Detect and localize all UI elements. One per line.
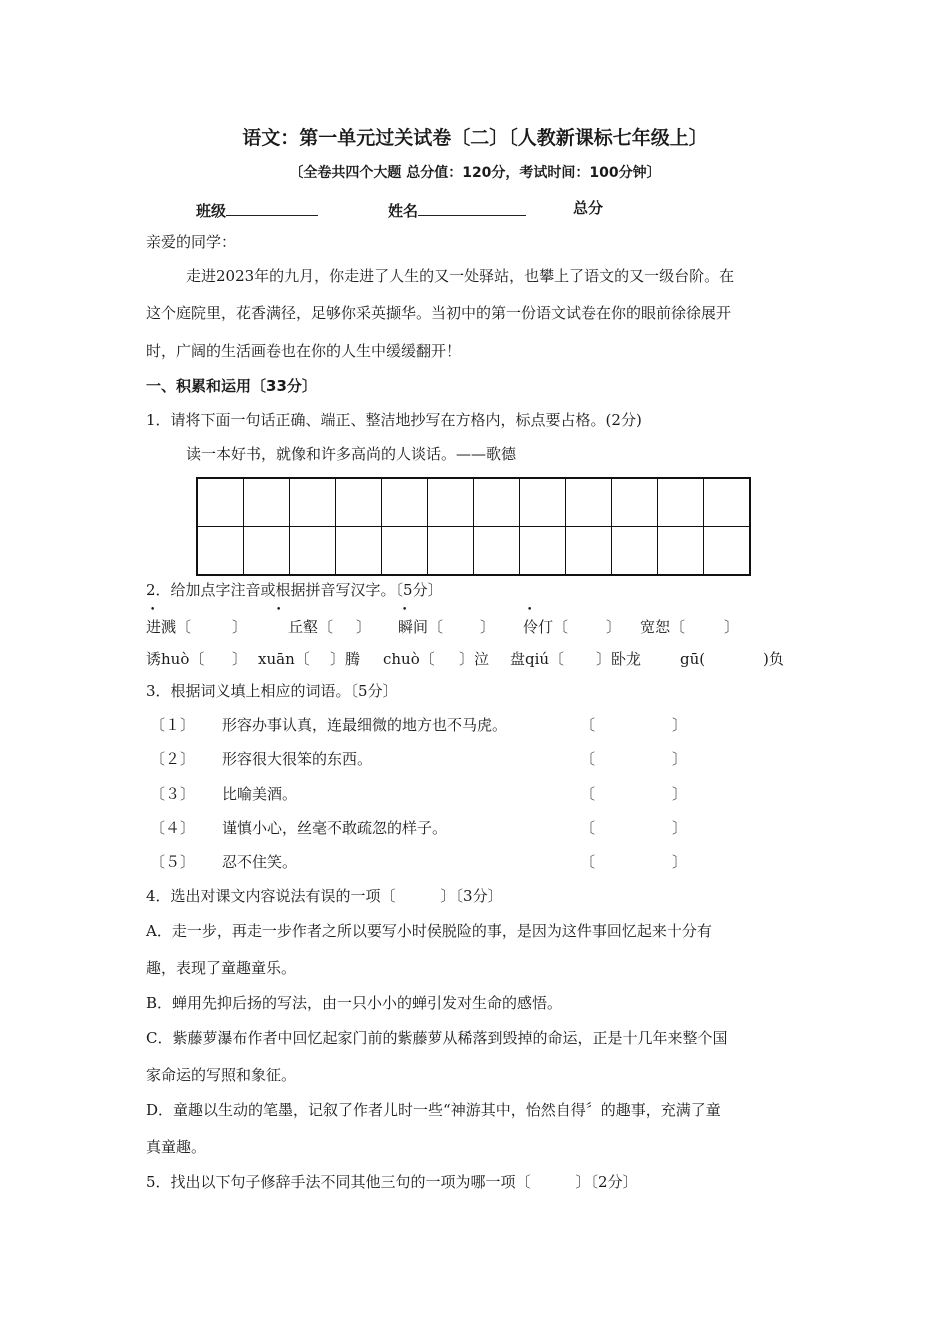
q2-item-4: • 伶仃〔 — [523, 618, 568, 636]
q4-option-c-line-2: 家命运的写照和象征。 — [146, 1066, 297, 1084]
greeting: 亲爱的同学： — [146, 233, 237, 251]
q3-item-2-num: 〔２〕 — [150, 750, 196, 768]
q2-row2-d: 盘qiú〔 — [510, 650, 565, 668]
q4-text: 4．选出对课文内容说法有误的一项〔 〕〔3分〕 — [146, 887, 503, 905]
q2-row2-a: 诱huò〔 — [146, 650, 205, 668]
q2-row2-e: gū( — [680, 650, 706, 668]
name-label: 姓名 — [388, 202, 419, 220]
q2-row2-c-close: 〕泣 — [459, 650, 490, 668]
copy-grid[interactable] — [196, 477, 751, 576]
q2-text: 2．给加点字注音或根据拼音写汉字。〔5分〕 — [146, 581, 443, 599]
q3-item-5-close: 〕 — [672, 853, 688, 871]
q3-item-2-def: 形容很大很笨的东西。 — [222, 750, 373, 768]
q2-row2-e-close: )负 — [763, 650, 784, 668]
q3-item-1-num: 〔１〕 — [150, 716, 196, 734]
section-1-heading: 一、积累和运用〔33分〕 — [146, 377, 317, 395]
q4-option-b: B．蝉用先抑后扬的写法，由一只小小的蝉引发对生命的感悟。 — [146, 994, 563, 1012]
q4-option-c-line-1: C．紫藤萝瀑布作者中回忆起家门前的紫藤萝从稀落到毁掉的命运，正是十几年来整个国 — [146, 1029, 728, 1047]
q3-item-1-open: 〔 — [580, 716, 596, 734]
grid-row — [197, 478, 750, 527]
q3-item-4-open: 〔 — [580, 819, 596, 837]
exam-subtitle: 〔全卷共四个大题 总分值：120分，考试时间：100分钟〕 — [289, 165, 661, 181]
q2-row2-d-close: 〕卧龙 — [596, 650, 642, 668]
q4-option-a-line-1: A．走一步，再走一步作者之所以要写小时侯脱险的事，是因为这件事回忆起来十分有 — [146, 922, 712, 940]
q3-text: 3．根据词义填上相应的词语。〔5分〕 — [146, 682, 398, 700]
q2-item-2: • 丘壑〔 — [272, 618, 333, 636]
q3-item-3-open: 〔 — [580, 785, 596, 803]
grid-row — [197, 527, 750, 576]
q3-item-1-close: 〕 — [672, 716, 688, 734]
q3-item-5-num: 〔５〕 — [150, 853, 196, 871]
q2-row2-b-close: 〕腾 — [330, 650, 361, 668]
name-blank[interactable] — [418, 201, 526, 216]
q2-item-4-close: 〕 — [606, 618, 622, 636]
exam-title: 语文：第一单元过关试卷〔二〕〔人教新课标七年级上〕 — [242, 127, 708, 149]
class-field — [196, 201, 318, 219]
q3-item-4-close: 〕 — [672, 819, 688, 837]
q3-item-2-close: 〕 — [672, 750, 688, 768]
q4-option-d-line-2: 真童趣。 — [146, 1138, 207, 1156]
q1-sentence: 读一本好书，就像和许多高尚的人谈话。——歌德 — [186, 445, 517, 463]
q3-item-4-num: 〔４〕 — [150, 819, 196, 837]
total-label: 总分 — [573, 199, 604, 217]
q2-row-1 — [146, 620, 191, 635]
intro-line-1: 走进2023年的九月，你走进了人生的又一处驿站，也攀上了语文的又一级台阶。在 — [186, 267, 735, 285]
q4-option-d-line-1: D．童趣以生动的笔墨，记叙了作者儿时一些“神游其中，怡然自得〞的趣事，充满了童 — [146, 1101, 721, 1119]
q3-item-3-close: 〕 — [672, 785, 688, 803]
q2-item-2-close: 〕 — [356, 618, 372, 636]
q3-item-5-open: 〔 — [580, 853, 596, 871]
q2-item-1: • 进溅〔 — [146, 618, 191, 636]
q4-option-a-line-2: 趣，表现了童趣童乐。 — [146, 959, 297, 977]
q2-item-5: 宽恕〔 — [640, 618, 686, 636]
q2-item-3: • 瞬间〔 — [398, 618, 443, 636]
q2-row2-b: xuān〔 — [258, 650, 310, 668]
class-label: 班级 — [196, 202, 227, 220]
q3-item-1-def: 形容办事认真，连最细微的地方也不马虎。 — [222, 716, 508, 734]
q3-item-3-num: 〔３〕 — [150, 785, 196, 803]
q1-text: 1．请将下面一句话正确、端正、整洁地抄写在方格内，标点要占格。(2分) — [146, 411, 642, 429]
q3-item-5-def: 忍不住笑。 — [222, 853, 298, 871]
q3-item-2-open: 〔 — [580, 750, 596, 768]
q2-item-5-close: 〕 — [724, 618, 740, 636]
intro-line-2: 这个庭院里，花香满径，足够你采英撷华。当初中的第一份语文试卷在你的眼前徐徐展开 — [146, 304, 732, 322]
name-field — [388, 201, 526, 219]
q2-row2-a-close: 〕 — [232, 650, 248, 668]
q3-item-4-def: 谨慎小心，丝毫不敢疏忽的样子。 — [222, 819, 448, 837]
class-blank[interactable] — [226, 201, 318, 216]
q2-row2-c: chuò〔 — [383, 650, 435, 668]
q2-item-3-close: 〕 — [480, 618, 496, 636]
q3-item-3-def: 比喻美酒。 — [222, 785, 298, 803]
intro-line-3: 时，广阔的生活画卷也在你的人生中缓缓翻开！ — [146, 342, 462, 360]
q5-text: 5．找出以下句子修辞手法不同其他三句的一项为哪一项〔 〕〔2分〕 — [146, 1173, 638, 1191]
q2-item-1-close: 〕 — [232, 618, 248, 636]
